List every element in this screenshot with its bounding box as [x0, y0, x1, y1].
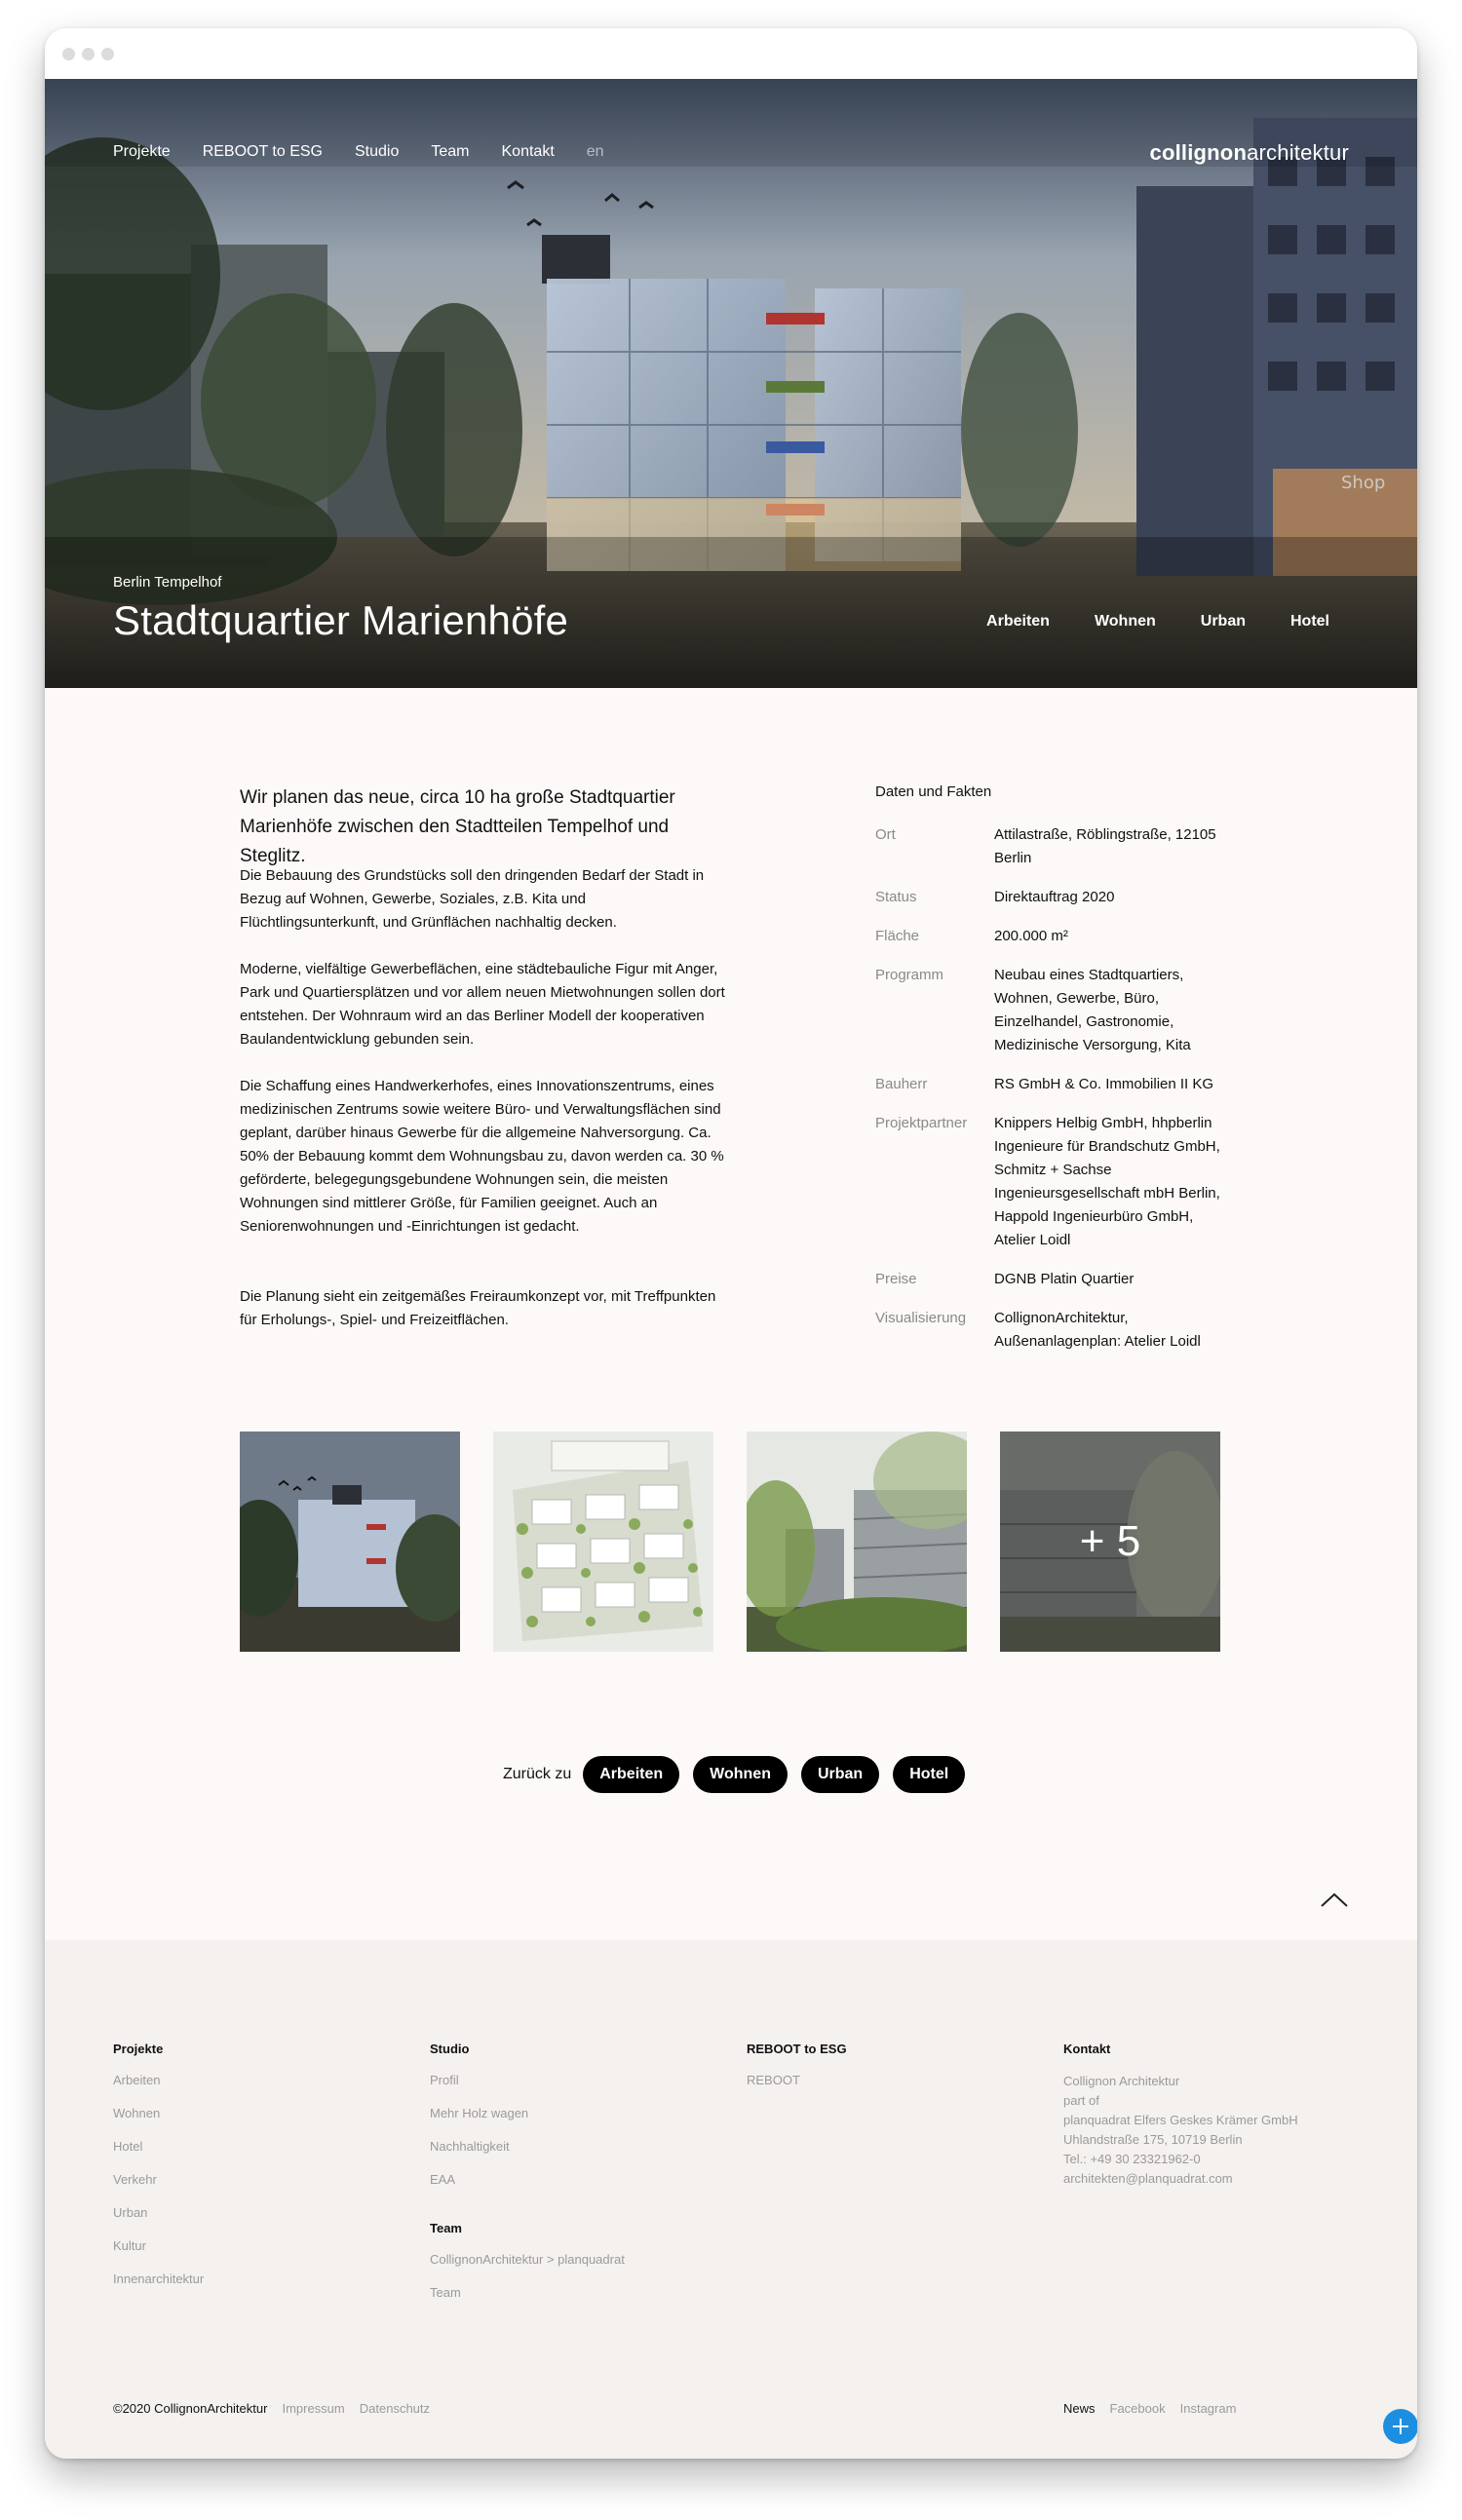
fact-row [875, 925, 1265, 948]
nav-item-kontakt[interactable]: Kontakt [501, 143, 555, 160]
gallery-thumb-1[interactable] [240, 1432, 460, 1652]
fact-value: Neubau eines Stadtquartiers, Wohnen, Gewerbe, Büro, Einzelhandel, Gastronomie, Medizinische Versorgung, Kita [994, 967, 1191, 1053]
fact-label: Preise [875, 1271, 917, 1287]
hero-tag-wohnen[interactable]: Wohnen [1094, 613, 1156, 630]
footer-link[interactable]: Mehr Holz wagen [430, 2106, 529, 2120]
shop-sign: Shop [1341, 473, 1386, 493]
hero-category-tags [986, 613, 1329, 630]
footer-link[interactable]: REBOOT [747, 2073, 800, 2087]
paragraph-3: Die Schaffung eines Handwerkerhofes, eines Innovationszentrums, eines medizinischen Zentrums sowie weitere Büro- und Verwaltungsflächen sind geplant, darüber hinaus Gewerbe für die allgemeine Nahversorgung. Ca. 50% der Bebauung kommt dem Wohnungsbau zu, davon werden ca. 30 % geförderte, belegegungsgebundene Wohnungen sein, die meisten Wohnungen sind mittlerer Größe, für Familien geeignet. Auch an Seniorenwohnungen und -Einrichtungen ist gedacht. [240, 1078, 724, 1235]
impressum-link[interactable]: Impressum [282, 2401, 345, 2416]
footer-link[interactable]: Nachhaltigkeit [430, 2139, 510, 2154]
nav-item-studio[interactable]: Studio [355, 143, 400, 160]
contact-line: Collignon Architektur [1063, 2074, 1180, 2088]
fact-value: CollignonArchitektur, Außenanlagenplan: Atelier Loidl [994, 1310, 1201, 1350]
footer-legal [113, 2401, 430, 2416]
paragraph-2: Moderne, vielfältige Gewerbeflächen, eine städtebauliche Figur mit Anger, Park und Quartiersplätzen und vor allem neuen Mietwohnungen sollen dort entstehen. Der Wohnraum wird an das Berliner Modell der kooperativen Baulandentwicklung gebunden sein. [240, 961, 725, 1048]
gallery-thumb-2[interactable] [493, 1432, 713, 1652]
window-dot-minimize-icon[interactable] [82, 48, 95, 60]
back-links [503, 1756, 965, 1793]
facebook-link[interactable]: Facebook [1109, 2401, 1166, 2416]
paragraph-4: Die Planung sieht ein zeitgemäßes Freiraumkonzept vor, mit Treffpunkten für Erholungs-, Spiel- und Freizeitflächen. [240, 1288, 716, 1328]
hero-location: Berlin Tempelhof [113, 574, 222, 591]
gallery-thumb-more[interactable] [1000, 1432, 1220, 1652]
fact-value: 200.000 m² [994, 928, 1068, 944]
thumb-site-plan [493, 1432, 713, 1652]
fact-value: RS GmbH & Co. Immobilien II KG [994, 1076, 1214, 1092]
intro-text: Wir planen das neue, circa 10 ha große Stadtquartier Marienhöfe zwischen den Stadtteilen Tempelhof und Steglitz. [240, 787, 675, 866]
fact-row [875, 1307, 1265, 1354]
footer-heading[interactable]: Studio [430, 2042, 470, 2056]
footer-link[interactable]: Team [430, 2285, 461, 2300]
fact-value: Knippers Helbig GmbH, hhpberlin Ingenieure für Brandschutz GmbH, Schmitz + Sachse Ingenieursgesellschaft mbH Berlin, Happold Ingenieurbüro GmbH, Atelier Loidl [994, 1115, 1220, 1248]
instagram-link[interactable]: Instagram [1179, 2401, 1237, 2416]
fact-value: Direktauftrag 2020 [994, 889, 1115, 905]
footer-link[interactable]: EAA [430, 2172, 456, 2187]
logo-bold: collignon [1149, 140, 1248, 165]
footer-col-projekte [113, 2042, 204, 2304]
logo-light: architektur [1247, 140, 1349, 165]
contact-line: part of [1063, 2093, 1099, 2108]
footer-link[interactable]: Profil [430, 2073, 459, 2087]
back-pill-hotel[interactable]: Hotel [893, 1756, 965, 1793]
datenschutz-link[interactable]: Datenschutz [359, 2401, 431, 2416]
footer-heading[interactable]: Team [430, 2221, 462, 2235]
footer-link[interactable]: Innenarchitektur [113, 2272, 205, 2286]
contact-email[interactable]: architekten@planquadrat.com [1063, 2171, 1233, 2186]
nav-item-reboot[interactable]: REBOOT to ESG [202, 143, 323, 160]
footer [45, 1940, 1417, 2459]
footer-heading[interactable]: REBOOT to ESG [747, 2042, 847, 2056]
footer-link[interactable]: Kultur [113, 2238, 146, 2253]
nav-item-team[interactable]: Team [431, 143, 470, 160]
thumb-render-street [747, 1432, 967, 1652]
footer-link[interactable]: CollignonArchitektur > planquadrat [430, 2252, 625, 2267]
footer-link[interactable]: Urban [113, 2205, 148, 2220]
footer-col-studio [430, 2042, 625, 2317]
footer-social [1063, 2401, 1236, 2416]
window-dot-maximize-icon[interactable] [101, 48, 114, 60]
fact-row [875, 964, 1265, 1057]
footer-link[interactable]: Arbeiten [113, 2073, 161, 2087]
hero-tag-urban[interactable]: Urban [1200, 613, 1246, 630]
hero-tag-arbeiten[interactable]: Arbeiten [986, 613, 1050, 630]
more-images-count: + 5 [1079, 1517, 1141, 1565]
fact-value: DGNB Platin Quartier [994, 1271, 1135, 1287]
plus-icon [1383, 2409, 1417, 2444]
contact-line: Uhlandstraße 175, 10719 Berlin [1063, 2132, 1243, 2147]
copyright: ©2020 CollignonArchitektur [113, 2401, 268, 2416]
fact-row [875, 886, 1265, 909]
footer-link[interactable]: Hotel [113, 2139, 143, 2154]
footer-heading[interactable]: Projekte [113, 2042, 164, 2056]
page-title: Stadtquartier Marienhöfe [113, 597, 569, 643]
footer-col-reboot [747, 2042, 847, 2105]
contact-phone[interactable]: Tel.: +49 30 23321962-0 [1063, 2152, 1201, 2166]
gallery-thumb-3[interactable] [747, 1432, 967, 1652]
fact-label: Fläche [875, 928, 920, 944]
fact-label: Visualisierung [875, 1310, 967, 1326]
facts-title: Daten und Fakten [875, 783, 992, 800]
news-link[interactable]: News [1063, 2401, 1096, 2416]
fact-label: Status [875, 889, 917, 905]
footer-heading[interactable]: Kontakt [1063, 2042, 1111, 2056]
nav-item-projekte[interactable]: Projekte [113, 143, 171, 160]
contact-line: planquadrat Elfers Geskes Krämer GmbH [1063, 2113, 1298, 2127]
back-pill-urban[interactable]: Urban [801, 1756, 879, 1793]
window-dot-close-icon[interactable] [62, 48, 75, 60]
back-pill-wohnen[interactable]: Wohnen [693, 1756, 788, 1793]
fact-row [875, 1073, 1265, 1096]
back-label: Zurück zu [503, 1766, 572, 1782]
browser-window [45, 28, 1417, 2459]
footer-link[interactable]: Verkehr [113, 2172, 157, 2187]
footer-link[interactable]: Wohnen [113, 2106, 161, 2120]
fact-label: Programm [875, 967, 944, 983]
fact-row [875, 1268, 1265, 1291]
thumb-render-facade [240, 1432, 460, 1652]
fact-row [875, 1112, 1265, 1252]
site-logo[interactable] [1150, 140, 1349, 166]
fact-label: Ort [875, 826, 896, 843]
fact-value: Attilastraße, Röblingstraße, 12105 Berlin [994, 826, 1216, 866]
fact-row [875, 823, 1265, 870]
back-pill-arbeiten[interactable]: Arbeiten [583, 1756, 679, 1793]
browser-chrome [45, 28, 1417, 79]
fact-label: Projektpartner [875, 1115, 968, 1131]
paragraph-1: Die Bebauung des Grundstücks soll den dringenden Bedarf der Stadt in Bezug auf Wohnen, Gewerbe, Soziales, z.B. Kita und Flüchtlingsunterkunft, und Grünflächen nachhaltig decken. [240, 867, 705, 931]
main-nav [113, 143, 604, 161]
hero-tag-hotel[interactable]: Hotel [1290, 613, 1329, 630]
language-switch[interactable]: en [586, 143, 604, 160]
footer-col-kontakt [1063, 2042, 1298, 2189]
chat-button[interactable] [1383, 2409, 1417, 2444]
fact-label: Bauherr [875, 1076, 928, 1092]
scroll-to-top-icon[interactable] [1320, 1890, 1349, 1909]
facts-panel [875, 783, 1265, 1369]
